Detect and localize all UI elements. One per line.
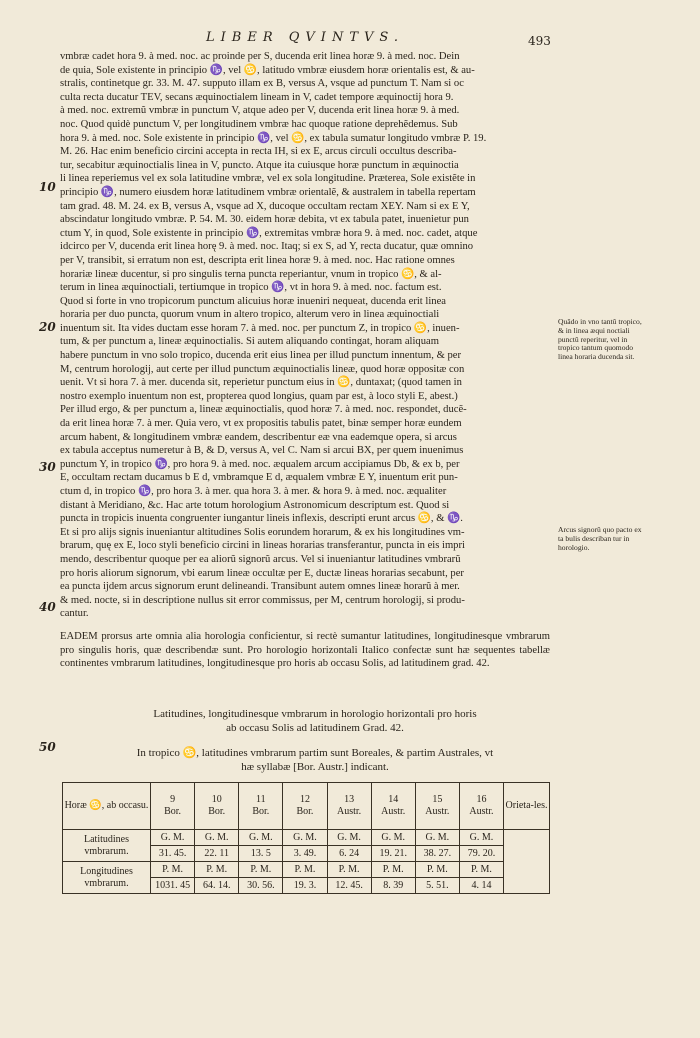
value-cell: 13. 5 — [239, 846, 283, 862]
shadow-table — [62, 782, 550, 894]
value-cell: 4. 14 — [459, 878, 503, 894]
value-cell: 5. 51. — [415, 878, 459, 894]
value-cell: 31. 45. — [151, 846, 195, 862]
row-label: Longitudines vmbrarum. — [63, 862, 151, 894]
page-number: 493 — [528, 34, 551, 48]
direction-label: Bor. — [164, 806, 182, 817]
unit-cell: G. M. — [371, 830, 415, 846]
column-header — [459, 783, 503, 830]
direction-label: Bor. — [208, 806, 226, 817]
text-line: hora 9. à med. noc. Sole existente in principio ♑, vel ♋, ex tabula sumatur longitudo vmbræ P. 19. — [60, 132, 487, 144]
margin-line-number: 10 — [39, 180, 56, 194]
column-header — [151, 783, 195, 830]
table-subtitle — [80, 746, 550, 774]
value-cell: 30. 56. — [239, 878, 283, 894]
unit-cell: G. M. — [151, 830, 195, 846]
hour-number: 16 — [476, 794, 487, 805]
column-header — [371, 783, 415, 830]
text-line: per V, transibit, si erratum non est, descripta erit linea horæ 9. à med. noc. Hac ratione omnes — [60, 254, 455, 266]
text-line: ctum Y, in quod, Sole existente in principio ♑, extremitas vmbræ hora 9. à med. noc. cadet, atque — [60, 227, 478, 239]
unit-cell: P. M. — [371, 862, 415, 878]
margin-line-number: 30 — [39, 460, 56, 474]
direction-label: Austr. — [469, 806, 494, 817]
text-line: tam grad. 48. M. 24. ex B, versus A, vsque ad X, ducoque occultam rectam XEY. Nam si ex E Y, — [60, 200, 470, 212]
text-line: horaria per duo puncta, quorum vnum in altero tropico, alterum vero in linea æquinoctiali — [60, 309, 440, 321]
margin-line-number: 50 — [39, 740, 56, 754]
margin-line-number: 40 — [39, 600, 56, 614]
unit-cell: G. M. — [415, 830, 459, 846]
text-line: tum, & per punctum a, lineæ æquinoctialis. Si autem aliquando contingat, horam aliquam — [60, 336, 439, 348]
unit-cell: P. M. — [283, 862, 327, 878]
hour-number: 14 — [388, 794, 399, 805]
marginal-note: Quãdo in vno tantũ tropico, & in linea æqui noctiali punctũ reperitur, vel in tropico tantum quomodo linea horaria ducenda sit. — [558, 317, 642, 362]
row-label: Latitudines vmbrarum. — [63, 830, 151, 862]
text-line: E, occultam rectam ducamus b E d, vmbramque E d, æqualem vmbræ E Y, inuentum erit pun- — [60, 472, 458, 484]
table-header-row — [63, 783, 550, 830]
text-line: M, centrum horologij, aut certe per illud punctum æquinoctialis lineæ, quod horæ oppositæ con — [60, 363, 465, 375]
main-text-block — [60, 50, 550, 621]
text-line: ea puncta ijdem arcus signorum erunt delineandi. Transibunt autem omnes lineæ horarũ à mer. — [60, 581, 460, 593]
unit-cell: G. M. — [239, 830, 283, 846]
hour-number: 12 — [299, 794, 310, 805]
unit-cell: P. M. — [239, 862, 283, 878]
value-cell: 79. 20. — [459, 846, 503, 862]
table-title-line: Latitudines, longitudinesque vmbrarum in horologio horizontali pro horis — [153, 708, 477, 720]
text-line: terum in linea æquinoctiali, tertiumque in tropico ♑, vt in hora 9. à med. noc. factum est. — [60, 282, 442, 294]
hour-number: 11 — [255, 794, 266, 805]
unit-cell: G. M. — [195, 830, 239, 846]
unit-cell: P. M. — [327, 862, 371, 878]
text-line: stralis, continetque gr. 33. M. 47. supputo illam ex B, versus A, vsque ad punctum T. Nam si oc — [60, 78, 464, 90]
text-line: puncta in tropicis inuenta congruenter iungantur lineis inflexis, descripti erunt arcus ♋, & ♑. — [60, 513, 463, 525]
text-line: distant à Meridiano, &c. Hac arte totum horologium Astronomicum descriptum est. Quod si — [60, 499, 450, 511]
hour-number: 15 — [432, 794, 443, 805]
text-line: nostro exemplo inuentum non est, propterea quod longius, quam par est, à loco styli E, abest.) — [60, 390, 458, 402]
empty-cell — [504, 830, 550, 894]
text-line: ctum d, in tropico ♑, pro hora 3. à mer. qua hora 3. à mer. & hora 9. à med. noc. æqualiter — [60, 486, 447, 497]
text-line: cantur. — [60, 608, 89, 620]
orientales-header: Orieta-les. — [504, 783, 550, 830]
text-line: pro horis aliorum signorum, vbi earum lineæ occultæ per E, ductæ lineas horarias secabunt, per — [60, 567, 464, 579]
text-line: Et si pro alijs signis inueniantur altitudines Solis eorundem horarum, & ex his longitudines vm- — [60, 526, 465, 538]
hour-number: 9 — [170, 794, 176, 805]
column-header — [415, 783, 459, 830]
paragraph-eadem: EADEM prorsus arte omnia alia horologia conficientur, si rectè sumantur latitudines, longitudinesque vmbrarum pro singulis horis, quæ describendæ sunt. Pro horologio horizontali Italico confectæ sunt hæ sequentes tabellæ continentes vmbrarum latitudines, longitudinesque pro horis ab occasu Solis, ad latitudinem grad. 42. — [60, 631, 550, 670]
unit-cell: P. M. — [459, 862, 503, 878]
unit-cell: P. M. — [151, 862, 195, 878]
text-line: punctum Y, in tropico ♑, pro hora 9. à med. noc. æqualem arcum accipiamus Db, & ex b, per — [60, 458, 460, 470]
text-line: principio ♑, numero eiusdem horæ latitudinem vmbræ orientalẽ, & australem in tabella repertam — [60, 186, 476, 198]
text-line: de quia, Sole existente in principio ♑, vel ♋, latitudo vmbræ eiusdem horæ orientalis est, & au- — [60, 64, 475, 76]
unit-cell: P. M. — [415, 862, 459, 878]
text-line: culta recta ducatur TEV, secans æquinoctialem lineam in V, cadet tempore æquinoctij hora 9. — [60, 91, 454, 103]
text-line: li linea reperiemus vel ex sola latitudine vmbræ, vel ex sola longitudine. Præterea, Sole existẽte in — [60, 173, 476, 185]
unit-cell: G. M. — [459, 830, 503, 846]
value-cell: 64. 14. — [195, 878, 239, 894]
text-line: mendo, describentur quoque per ea aliorũ signorũ arcus. Vel si inueniantur latitudines vmbrarũ — [60, 553, 461, 565]
column-header — [239, 783, 283, 830]
value-cell: 12. 45. — [327, 878, 371, 894]
table-row — [63, 862, 550, 878]
text-line: habere punctum in vno solo tropico, ducenda erit eius linea per illud punctum innentum, & per — [60, 350, 461, 362]
table-corner-cell: Horæ ♋, ab occasu. — [63, 783, 151, 830]
text-line: tur, secabitur æquinoctialis linea in V, puncto. Atque ita cuiusque horæ punctum in æquinoctia — [60, 159, 459, 171]
value-cell: 3. 49. — [283, 846, 327, 862]
table-title — [80, 707, 550, 735]
table-subtitle-line: In tropico ♋, latitudines vmbrarum partim sunt Boreales, & partim Australes, vt — [136, 747, 494, 759]
text-line: inuentum sit. Ita vides ductam esse horam 7. à med. noc. per punctum Z, in tropico ♋, inuen- — [60, 322, 460, 334]
text-line: brarum, quę ex E, loco styli beneficio circini in lineas horarias transferantur, puncta in eis impri — [60, 540, 465, 552]
text-line: ex tabula acceptus numeretur à B, & D, versus A, vel C. Nam si arcui BX, per quem inuenimus — [60, 445, 464, 457]
unit-cell: G. M. — [327, 830, 371, 846]
value-cell: 38. 27. — [415, 846, 459, 862]
direction-label: Austr. — [336, 806, 362, 817]
unit-cell: G. M. — [283, 830, 327, 846]
value-cell: 8. 39 — [371, 878, 415, 894]
value-cell: 6. 24 — [327, 846, 371, 862]
value-cell: 22. 11 — [195, 846, 239, 862]
direction-label: Bor. — [296, 806, 314, 817]
text-line: da erit linea horæ 7. à mer. Quia vero, vt ex propositis tabulis patet, binæ semper horæ eundem — [60, 418, 462, 430]
text-line: & med. nocte, si in descriptione nullus sit error commissus, per M, centrum horologij, si produ- — [60, 594, 465, 606]
table-subtitle-line: hæ syllabæ [Bor. Austr.] indicant. — [241, 761, 389, 773]
text-line: uenit. Vt si hora 7. à mer. ducenda sit, reperietur punctum eius in ♋, duntaxat; (quod tamen in — [60, 377, 462, 389]
running-head: LIBER QVINTVS. — [206, 30, 404, 45]
hour-number: 13 — [344, 794, 355, 805]
marginal-note: Arcus signorũ quo pacto ex ta bulis describan tur in horologio. — [558, 525, 642, 552]
column-header — [195, 783, 239, 830]
text-line: à med. noc. extremũ vmbræ in punctum V, atque adeo per V, ducenda erit linea horæ 9. à med. — [60, 105, 460, 117]
column-header — [327, 783, 371, 830]
direction-label: Bor. — [252, 806, 270, 817]
value-cell: 1031. 45 — [151, 878, 195, 894]
text-line: Per illud ergo, & per punctum a, lineæ æquinoctialis, quod horæ 7. à med. noc. respondet, ducẽ- — [60, 404, 467, 416]
value-cell: 19. 21. — [371, 846, 415, 862]
text-line: M. 26. Hac enim beneficio circini accepta in recta IH, si ex E, arcus circuli occultus describa- — [60, 146, 457, 158]
text-line: abscindatur longitudo vmbræ. P. 54. M. 30. eidem horæ debita, vt ex tabula patet, inuenietur pun — [60, 214, 469, 226]
column-header — [283, 783, 327, 830]
unit-cell: P. M. — [195, 862, 239, 878]
text-line: idcirco per V, ducenda erit linea horę 9. à med. noc. Itaq; si ex S, ad Y, recta ducatur, quæ omnino — [60, 241, 474, 253]
table-title-line: ab occasu Solis ad latitudinem Grad. 42. — [226, 722, 404, 734]
text-line: vmbræ cadet hora 9. à med. noc. ac proinde per S, ducenda erit linea horæ 9. à med. noc. Dein — [60, 51, 460, 62]
direction-label: Austr. — [381, 806, 406, 817]
text-line: horariæ lineæ ducentur, si pro singulis terna puncta reperiantur, vnum in tropico ♋, & al- — [60, 268, 442, 280]
value-cell: 19. 3. — [283, 878, 327, 894]
table-row — [63, 830, 550, 846]
text-line: Quod si forte in vno tropicorum punctum alicuius horæ inueniri nequeat, ducenda erit linea — [60, 295, 446, 307]
direction-label: Austr. — [425, 806, 450, 817]
margin-line-number: 20 — [39, 320, 56, 334]
text-line: arcum habent, & longitudinem vmbræ eandem, describentur eæ vna eademque opera, si arcus — [60, 431, 457, 443]
text-line: noc. Quod quidè punctum V, per longitudinem vmbræ hac quoque ratione deprehẽdemus. Sub — [60, 118, 458, 130]
hour-number: 10 — [211, 794, 222, 805]
